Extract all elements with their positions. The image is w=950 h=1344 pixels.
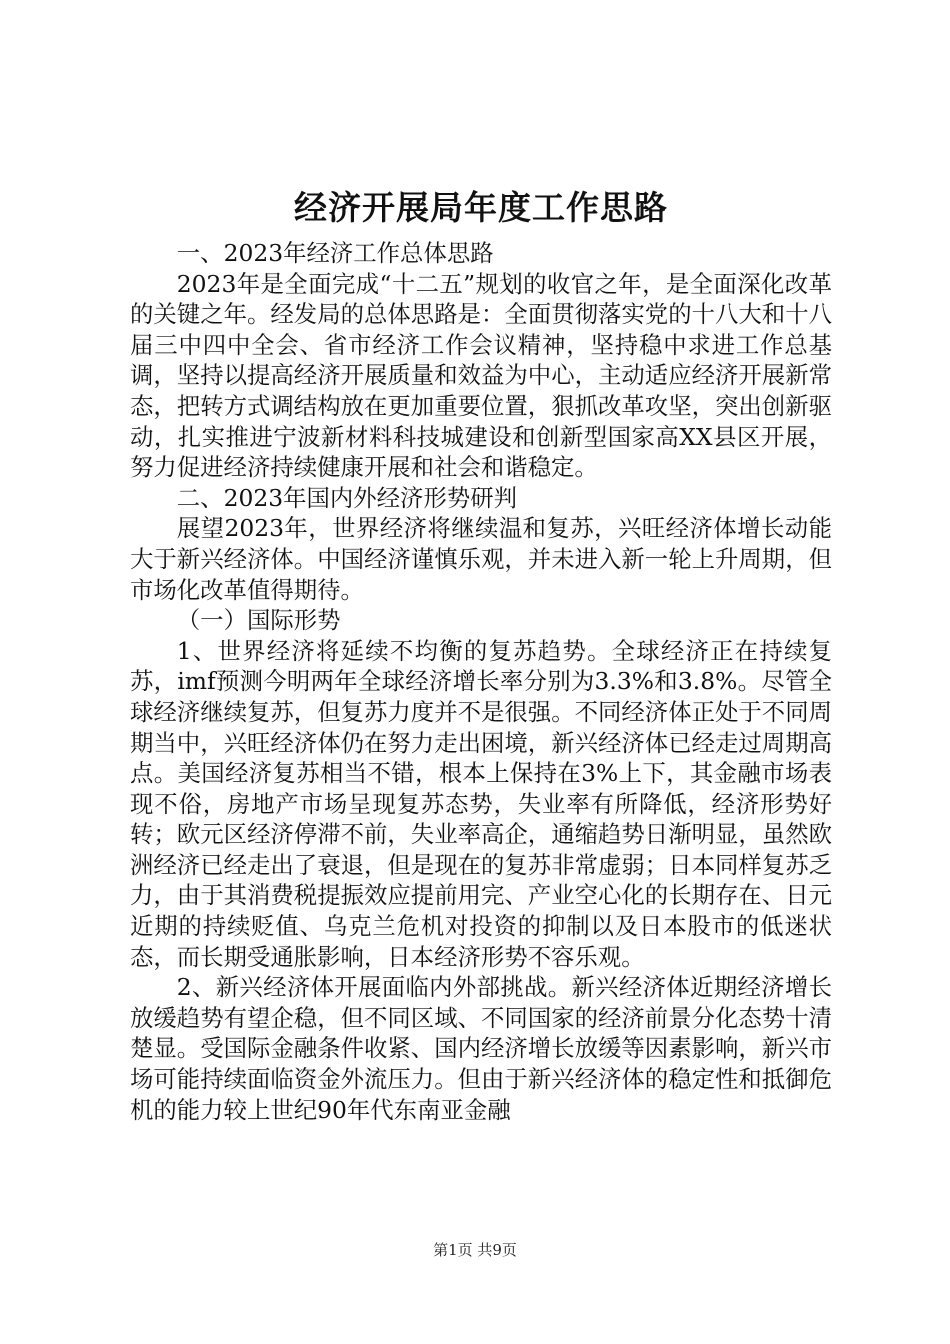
section-heading-situation-analysis: 二、2023年国内外经济形势研判 bbox=[176, 483, 518, 512]
subsection-heading-international: （一）国际形势 bbox=[176, 606, 341, 635]
paragraph-emerging-economies: 2、新兴经济体开展面临内外部挑战。新兴经济体近期经济增长放缓趋势有望企稳，但不同区域、不同国家的经济前景分化态势十清楚显。受国际金融条件收紧、国内经济增长放缓等因素影响，新兴市场可能持续面临资金外流压力。但由于新兴经济体的稳定性和抵御危机的能力较上世纪90年代东南亚金融 bbox=[130, 973, 832, 1124]
section-heading-overall-approach: 一、2023年经济工作总体思路 bbox=[176, 239, 494, 267]
document-page bbox=[130, 182, 832, 1125]
paragraph-world-economy: 1、世界经济将延续不均衡的复苏趋势。全球经济正在持续复苏，imf预测今明两年全球经济增长率分别为3.3%和3.8%。尽管全球经济继续复苏，但复苏力度并不是很强。不同经济体正处于不同周期当中，兴旺经济体仍在努力走出困境，新兴经济体已经走过周期高点。美国经济复苏相当不错，根本上保持在3%上下，其金融市场表现不俗，房地产市场呈现复苏态势，失业率有所降低，经济形势好转；欧元区经济停滞不前，失业率高企，通缩趋势日渐明显，虽然欧洲经济已经走出了衰退，但是现在的复苏非常虚弱；日本同样复苏乏力，由于其消费税提振效应提前用完、产业空心化的长期存在、日元近期的持续贬值、乌克兰危机对投资的抑制以及日本股市的低迷状态，而长期受通胀影响，日本经济形势不容乐观。 bbox=[130, 636, 832, 971]
paragraph-outlook: 展望2023年，世界经济将继续温和复苏，兴旺经济体增长动能大于新兴经济体。中国经济谨慎乐观，并未进入新一轮上升周期，但市场化改革值得期待。 bbox=[130, 514, 832, 604]
paragraph-overall-approach: 2023年是全面完成“十二五”规划的收官之年，是全面深化改革的关键之年。经发局的总体思路是：全面贯彻落实党的十八大和十八届三中四中全会、省市经济工作会议精神，坚持稳中求进工作总基调，坚持以提高经济开展质量和效益为中心，主动适应经济开展新常态，把转方式调结构放在更加重要位置，狠抓改革攻坚，突出创新驱动，扎实推进宁波新材料科技城建设和创新型国家高XX县区开展，努力促进经济持续健康开展和社会和谐稳定。 bbox=[130, 269, 832, 482]
page-footer: 第1页 共9页 bbox=[433, 1241, 517, 1259]
document-title: 经济开展局年度工作思路 bbox=[294, 188, 668, 227]
